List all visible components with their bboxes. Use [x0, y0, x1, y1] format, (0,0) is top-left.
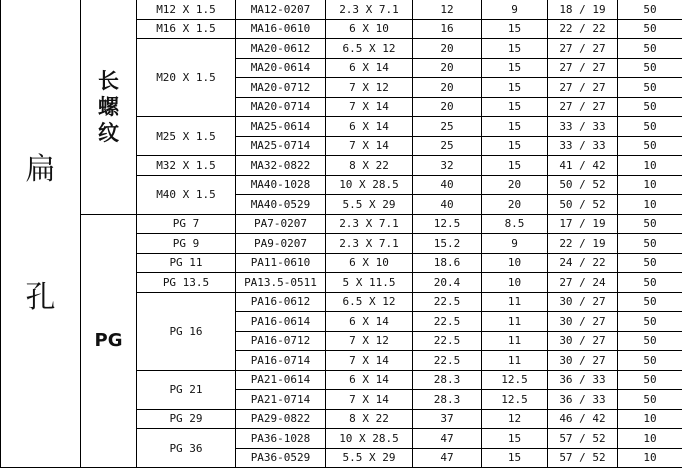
thread-length-cell: 15 [482, 58, 548, 78]
quantity-cell: 10 [618, 429, 682, 449]
dimension-cell: 17 / 19 [548, 214, 618, 234]
quantity-cell: 50 [618, 39, 682, 59]
thread-length-cell: 10 [482, 253, 548, 273]
part-number-cell: PA21-0714 [236, 390, 326, 410]
diameter-cell: 20 [413, 78, 482, 98]
part-number-cell: PA7-0207 [236, 214, 326, 234]
diameter-cell: 28.3 [413, 390, 482, 410]
quantity-cell: 50 [618, 331, 682, 351]
quantity-cell: 50 [618, 273, 682, 293]
thread-length-cell: 11 [482, 292, 548, 312]
thread-length-cell: 12 [482, 409, 548, 429]
dimension-cell: 27 / 27 [548, 39, 618, 59]
quantity-cell: 50 [618, 370, 682, 390]
quantity-cell: 50 [618, 351, 682, 371]
slot-size-cell: 6.5 X 12 [326, 39, 413, 59]
thread-length-cell: 10 [482, 273, 548, 293]
diameter-cell: 12.5 [413, 214, 482, 234]
quantity-cell: 50 [618, 97, 682, 117]
diameter-cell: 47 [413, 448, 482, 468]
slot-size-cell: 8 X 22 [326, 409, 413, 429]
group-label-cell [81, 0, 137, 214]
slot-size-cell: 7 X 14 [326, 97, 413, 117]
quantity-cell: 50 [618, 292, 682, 312]
part-number-cell: MA20-0612 [236, 39, 326, 59]
quantity-cell: 10 [618, 409, 682, 429]
slot-size-cell: 5.5 X 29 [326, 195, 413, 215]
table-row [1, 0, 682, 19]
thread-length-cell: 15 [482, 136, 548, 156]
part-number-cell: PA36-0529 [236, 448, 326, 468]
dimension-cell: 36 / 33 [548, 390, 618, 410]
thread-length-cell: 11 [482, 331, 548, 351]
quantity-cell: 50 [618, 390, 682, 410]
thread-length-cell: 15 [482, 117, 548, 137]
diameter-cell: 25 [413, 117, 482, 137]
quantity-cell: 50 [618, 214, 682, 234]
part-number-cell: MA25-0714 [236, 136, 326, 156]
part-number-cell: PA9-0207 [236, 234, 326, 254]
part-number-cell: MA20-0614 [236, 58, 326, 78]
part-number-cell: MA20-0714 [236, 97, 326, 117]
thread-length-cell: 15 [482, 448, 548, 468]
category-label-cell [1, 0, 81, 468]
dimension-cell: 50 / 52 [548, 195, 618, 215]
diameter-cell: 22.5 [413, 292, 482, 312]
category-char: 扁 [25, 151, 56, 187]
dimension-cell: 18 / 19 [548, 0, 618, 19]
part-number-cell: MA20-0712 [236, 78, 326, 98]
thread-length-cell: 11 [482, 312, 548, 332]
thread-length-cell: 9 [482, 0, 548, 19]
group-label-cell [81, 214, 137, 468]
part-number-cell: MA40-0529 [236, 195, 326, 215]
quantity-cell: 10 [618, 195, 682, 215]
diameter-cell: 15.2 [413, 234, 482, 254]
dimension-cell: 30 / 27 [548, 331, 618, 351]
group-char: 纹 [98, 119, 119, 145]
diameter-cell: 22.5 [413, 331, 482, 351]
dimension-cell: 27 / 27 [548, 58, 618, 78]
quantity-cell: 10 [618, 175, 682, 195]
dimension-cell: 22 / 22 [548, 19, 618, 39]
quantity-cell: 50 [618, 117, 682, 137]
diameter-cell: 12 [413, 0, 482, 19]
thread-size-cell: PG 36 [137, 429, 236, 468]
slot-size-cell: 6 X 10 [326, 253, 413, 273]
table-row [1, 214, 682, 234]
diameter-cell: 25 [413, 136, 482, 156]
thread-length-cell: 15 [482, 39, 548, 59]
slot-size-cell: 6.5 X 12 [326, 292, 413, 312]
slot-size-cell: 6 X 14 [326, 58, 413, 78]
part-number-cell: MA12-0207 [236, 0, 326, 19]
thread-length-cell: 15 [482, 97, 548, 117]
spec-table-body [1, 0, 682, 468]
thread-size-cell: M12 X 1.5 [137, 0, 236, 19]
dimension-cell: 41 / 42 [548, 156, 618, 176]
dimension-cell: 27 / 27 [548, 78, 618, 98]
quantity-cell: 50 [618, 136, 682, 156]
diameter-cell: 22.5 [413, 351, 482, 371]
thread-length-cell: 20 [482, 175, 548, 195]
thread-length-cell: 12.5 [482, 390, 548, 410]
thread-length-cell: 15 [482, 429, 548, 449]
diameter-cell: 20 [413, 97, 482, 117]
thread-size-cell: PG 16 [137, 292, 236, 370]
slot-size-cell: 2.3 X 7.1 [326, 0, 413, 19]
part-number-cell: PA13.5-0511 [236, 273, 326, 293]
part-number-cell: PA16-0712 [236, 331, 326, 351]
thread-size-cell: PG 21 [137, 370, 236, 409]
slot-size-cell: 6 X 10 [326, 19, 413, 39]
dimension-cell: 33 / 33 [548, 117, 618, 137]
slot-size-cell: 6 X 14 [326, 312, 413, 332]
dimension-cell: 46 / 42 [548, 409, 618, 429]
part-number-cell: MA25-0614 [236, 117, 326, 137]
slot-size-cell: 2.3 X 7.1 [326, 234, 413, 254]
thread-size-cell: PG 9 [137, 234, 236, 254]
thread-size-cell: M16 X 1.5 [137, 19, 236, 39]
quantity-cell: 50 [618, 312, 682, 332]
diameter-cell: 40 [413, 195, 482, 215]
diameter-cell: 47 [413, 429, 482, 449]
dimension-cell: 30 / 27 [548, 351, 618, 371]
thread-size-cell: PG 29 [137, 409, 236, 429]
slot-size-cell: 7 X 12 [326, 331, 413, 351]
slot-size-cell: 8 X 22 [326, 156, 413, 176]
quantity-cell: 50 [618, 58, 682, 78]
quantity-cell: 50 [618, 78, 682, 98]
thread-length-cell: 20 [482, 195, 548, 215]
quantity-cell: 10 [618, 156, 682, 176]
dimension-cell: 22 / 19 [548, 234, 618, 254]
slot-size-cell: 7 X 14 [326, 351, 413, 371]
thread-size-cell: M25 X 1.5 [137, 117, 236, 156]
group-char: 螺 [98, 93, 119, 119]
quantity-cell: 10 [618, 448, 682, 468]
thread-size-cell: PG 7 [137, 214, 236, 234]
diameter-cell: 18.6 [413, 253, 482, 273]
slot-size-cell: 6 X 14 [326, 117, 413, 137]
slot-size-cell: 6 X 14 [326, 370, 413, 390]
quantity-cell: 50 [618, 0, 682, 19]
diameter-cell: 40 [413, 175, 482, 195]
diameter-cell: 22.5 [413, 312, 482, 332]
dimension-cell: 33 / 33 [548, 136, 618, 156]
dimension-cell: 50 / 52 [548, 175, 618, 195]
thread-length-cell: 15 [482, 19, 548, 39]
thread-size-cell: PG 13.5 [137, 273, 236, 293]
dimension-cell: 57 / 52 [548, 429, 618, 449]
diameter-cell: 20 [413, 39, 482, 59]
slot-size-cell: 2.3 X 7.1 [326, 214, 413, 234]
diameter-cell: 37 [413, 409, 482, 429]
thread-size-cell: PG 11 [137, 253, 236, 273]
slot-size-cell: 5 X 11.5 [326, 273, 413, 293]
part-number-cell: PA29-0822 [236, 409, 326, 429]
thread-size-cell: M40 X 1.5 [137, 175, 236, 214]
part-number-cell: PA16-0612 [236, 292, 326, 312]
dimension-cell: 27 / 24 [548, 273, 618, 293]
thread-size-cell: M32 X 1.5 [137, 156, 236, 176]
group-char: PG [94, 329, 123, 351]
thread-length-cell: 9 [482, 234, 548, 254]
slot-size-cell: 10 X 28.5 [326, 175, 413, 195]
slot-size-cell: 10 X 28.5 [326, 429, 413, 449]
part-number-cell: PA16-0614 [236, 312, 326, 332]
dimension-cell: 57 / 52 [548, 448, 618, 468]
thread-length-cell: 11 [482, 351, 548, 371]
part-number-cell: PA21-0614 [236, 370, 326, 390]
diameter-cell: 32 [413, 156, 482, 176]
quantity-cell: 50 [618, 253, 682, 273]
part-number-cell: MA16-0610 [236, 19, 326, 39]
slot-size-cell: 5.5 X 29 [326, 448, 413, 468]
dimension-cell: 30 / 27 [548, 292, 618, 312]
thread-length-cell: 12.5 [482, 370, 548, 390]
diameter-cell: 20.4 [413, 273, 482, 293]
diameter-cell: 28.3 [413, 370, 482, 390]
slot-size-cell: 7 X 12 [326, 78, 413, 98]
dimension-cell: 24 / 22 [548, 253, 618, 273]
dimension-cell: 36 / 33 [548, 370, 618, 390]
diameter-cell: 16 [413, 19, 482, 39]
part-number-cell: PA16-0714 [236, 351, 326, 371]
thread-length-cell: 15 [482, 78, 548, 98]
dimension-cell: 30 / 27 [548, 312, 618, 332]
slot-size-cell: 7 X 14 [326, 136, 413, 156]
part-number-cell: MA32-0822 [236, 156, 326, 176]
part-number-cell: PA36-1028 [236, 429, 326, 449]
quantity-cell: 50 [618, 19, 682, 39]
diameter-cell: 20 [413, 58, 482, 78]
quantity-cell: 50 [618, 234, 682, 254]
thread-length-cell: 15 [482, 156, 548, 176]
slot-size-cell: 7 X 14 [326, 390, 413, 410]
part-number-cell: PA11-0610 [236, 253, 326, 273]
category-char: 孔 [25, 279, 56, 315]
part-number-cell: MA40-1028 [236, 175, 326, 195]
dimension-cell: 27 / 27 [548, 97, 618, 117]
thread-length-cell: 8.5 [482, 214, 548, 234]
group-char: 长 [98, 67, 119, 93]
thread-size-cell: M20 X 1.5 [137, 39, 236, 117]
